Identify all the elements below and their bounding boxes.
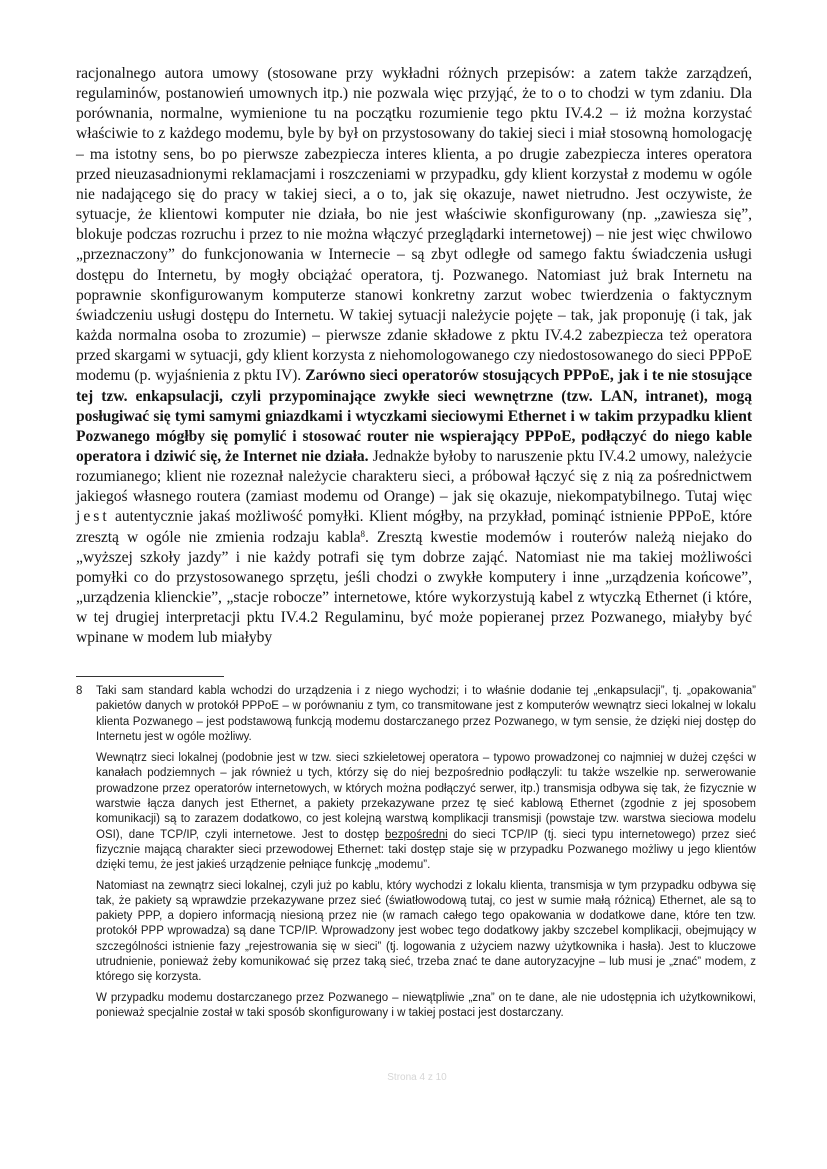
footnote-paragraph: Natomiast na zewnątrz sieci lokalnej, czyli już po kablu, który wychodzi z lokalu klienta, transmisja w tym przypadku odbywa się tak, że pakiety są wprawdzie przekazywane przez sieć (światłowodową tutaj, co jest w sumie małą różnicą) Ethernet, ale są to pakiety PPP, a dopiero informacją niesioną przez nie (w ramach całego tego opakowania w dodatkowe dane, które ten tzw. protokół PPP wprowadza) są dane TCP/IP. Wprowadzony jest wobec tego dodatkowy jakby szczebel komplikacji, obejmujący w szczególności istnienie fazy „rejestrowania się w sieci” (tj. logowania z użyciem nazwy użytkownika i hasła). Jest to kluczowe utrudnienie, ponieważ żeby komunikować się przez taką sieć, trzeba znać te dane autoryzacyjne – lub musi je „znać” modem, z którego się korzysta. xyxy=(96,879,756,984)
footnote-body xyxy=(96,684,756,1021)
body-paragraph xyxy=(76,64,752,649)
underlined-word: bezpośredni xyxy=(384,828,448,841)
body-text: racjonalnego autora umowy (stosowane przy wykładni różnych przepisów: a zatem także zarządzeń, regulaminów, postanowień umownych itp.) nie pozwala więc przyjąć, że to o to chodzi w tym zdaniu. Dla porównania, normalne, wymienione tu na początku rozumienie tego pktu IV.4.2 – iż można korzystać właściwie to z każdego modemu, byle by był on przystosowany do takiej sieci i miał stosowną homologację – ma istotny sens, bo po pierwsze zabezpiecza interes klienta, a po drugie zabezpiecza interes operatora przed nieuzasadnionymi reklamacjami i roszczeniami w przypadku, gdy klient korzystał z modemu w ogóle nie nadającego się do pracy w takiej sieci, a o to, jak się okazuje, nawet nietrudno. Jest oczywiste, że sytuacje, że klientowi komputer nie działa, bo nie jest właściwie skonfigurowany (np. „zawiesza się”, blokuje podczas rozruchu i przez to nie można włączyć przeglądarki internetowej) – nie jest więc chwilowo „przeznaczony” do funkcjonowania w Internecie – są zbyt odległe od samego faktu świadczenia usługi dostępu do Internetu, by mogły obciążać operatora, tj. Pozwanego. Natomiast już brak Internetu na poprawnie skonfigurowanym komputerze stanowi konkretny zarzut wobec twierdzenia o faktycznym świadczeniu usługi dostępu do Internetu. W takiej sytuacji należycie pojęte – tak, jak proponuję (i tak, jak każda normalna osoba to zrozumie) – pierwsze zdanie składowe z pktu IV.4.2 zabezpiecza też operatora przed skargami w sytuacji, gdy klient korzysta z niehomologowanego czy niedostosowanego do sieci PPPoE modemu (p. wyjaśnienia z pktu IV). xyxy=(76,65,752,385)
main-text xyxy=(76,64,752,649)
bold-passage: Zarówno sieci operatorów stosujących PPPoE, jak i te nie stosujące tej tzw. enkapsulacji, czyli przypominające zwykłe sieci wewnętrzne (tzw. LAN, intranet), mogą posługiwać się tymi samymi gniazdkami i wtyczkami sieciowymi Ethernet i w takim przypadku klient Pozwanego mógłby się pomylić i stosować router nie wspierający PPPoE, podłączyć do niego kable operatora i dziwić się, że Internet nie działa. xyxy=(76,367,752,465)
footnote-paragraph xyxy=(96,751,756,873)
footnote-paragraph: W przypadku modemu dostarczanego przez Pozwanego – niewątpliwie „zna” on te dane, ale nie udostępnia ich użytkownikowi, ponieważ specjalnie został w taki sposób skonfigurowany i w takiej postaci jest dostarczany. xyxy=(96,991,756,1019)
body-text: autentycznie jakaś możliwość pomyłki. Klient mógłby, na przykład, pominąć istnienie PPPoE, które zresztą w ogóle nie zmienia rodzaju kabla xyxy=(76,508,752,546)
footnote-separator xyxy=(76,676,224,677)
body-text: Jednakże byłoby to naruszenie pktu IV.4.2 umowy, należycie rozumianego; klient nie rozeznał należycie charakteru sieci, a próbował łączyć się z nią za pośrednictwem jakiegoś własnego routera (zamiast modemu od Orange) – jak się okazuje, niekompatybilnego. Tutaj więc xyxy=(76,447,752,506)
footnote-text: do sieci TCP/IP (tj. sieci typu internetowego) przez sieć fizycznie mającą charakter sieci przewodowej Ethernet: taki dostęp staje się w przypadku Pozwanego możliwy u jego klientów dzięki temu, że jest jakieś urządzenie pełniące funkcję „modemu”. xyxy=(96,828,756,872)
footnote xyxy=(76,684,756,1026)
spaced-word: jest xyxy=(76,508,110,526)
footnote-number: 8 xyxy=(76,685,83,697)
footnote-text: Wewnątrz sieci lokalnej (podobnie jest w tzw. sieci szkieletowej operatora – typowo prowadzonej co najmniej w dużej części w kanałach podziemnych – jak również u tych, którzy się do niej bezpośrednio podłączyli: tu także wszelkie np. serwerowanie prowadzone przez operatorów internetowych, w których można podłączyć serwer, itp.) transmisja odbywa się tak, że fizycznie w warstwie łącza danych jest Ethernet, a pakiety przekazywane przez tę sieć kablową Ethernet (zgodnie z jej sposobem komunikacji) są to zarazem dodatkowo, co jest kolejną warstwą komplikacji transmisji (powstaje tzw. warstwa sieciowa modelu OSI), dane TCP/IP, czyli internetowe. Jest to dostęp xyxy=(96,752,756,841)
page-number: Strona 4 z 10 xyxy=(387,1072,447,1083)
body-text: . Zresztą kwestie modemów i routerów należą niejako do „wyższej szkoły jazdy” i nie każdy potrafi się tym dobrze zająć. Natomiast nie ma takiej możliwości pomyłki co do przystosowanego sprzętu, jeśli chodzi o zwykłe komputery i inne „urządzenia końcowe”, „urządzenia klienckie”, „stacje robocze” internetowe, które wykorzystują kabel z wtyczką Ethernet (i które, w tej drugiej interpretacji pktu IV.4.2 Regulaminu, być może popieranej przez Pozwanego, miałyby być wpinane w modem lub miałyby xyxy=(76,528,752,647)
footnote-reference[interactable]: 8 xyxy=(360,528,365,539)
footnote-paragraph: Taki sam standard kabla wchodzi do urządzenia i z niego wychodzi; i to właśnie dodanie tej „enkapsulacji”, tj. „opakowania” pakietów danych w protokół PPPoE – w porównaniu z tym, co transmitowane jest z komputerów wewnątrz sieci lokalnej w lokalu klienta Pozwanego – jest podstawową funkcją modemu dostarczanego przez Pozwanego, w tym sensie, że dzięki niej dostęp do Internetu jest w ogóle możliwy. xyxy=(96,685,756,743)
